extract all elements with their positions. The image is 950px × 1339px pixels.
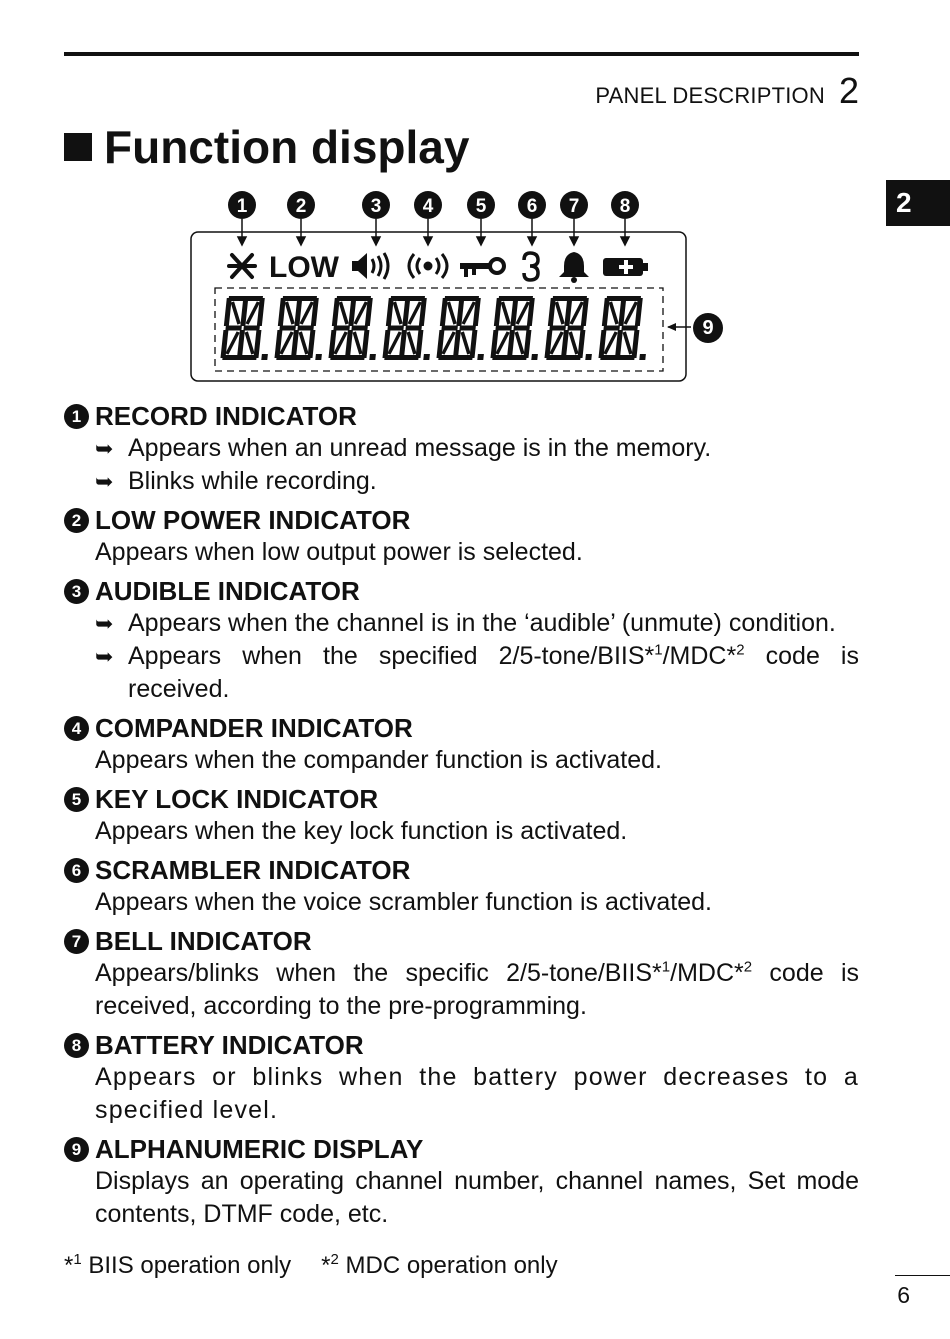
running-header [595,70,859,112]
item-number: 8 [64,1033,89,1058]
bell-icon [559,252,589,283]
segment-digit [328,296,382,360]
svg-text:4: 4 [422,196,434,217]
callout-6 [518,191,546,219]
item-number: 1 [64,404,89,429]
list-item [64,1133,859,1231]
item-title: ALPHANUMERIC DISPLAY [95,1133,424,1164]
svg-text:6: 6 [526,196,538,217]
item-title: LOW POWER INDICATOR [95,504,411,535]
top-rule [64,52,859,56]
item-text: Appears when the compander function is activated. [95,746,663,774]
list-item [64,504,859,569]
list-item [64,712,859,777]
item-bullet: Appears when an unread message is in the memory. [128,434,712,462]
arrow-bullet-icon: ➥ [95,644,114,669]
item-text: Displays an operating channel number, channel names, Set mode contents, DTMF code, etc. [95,1167,859,1228]
item-text: Appears when the key lock function is activated. [95,817,628,845]
lcd-diagram [185,185,695,395]
item-title: AUDIBLE INDICATOR [95,575,360,606]
item-number: 5 [64,787,89,812]
item-bullet: Appears when the specified 2/5-tone/BIIS*$^1$/MDC*$^2$ code is received. [128,641,859,703]
callout-1 [228,191,256,219]
list-item [64,400,859,498]
item-bullet: Blinks while recording. [128,467,377,495]
record-icon [229,255,255,277]
item-text: Appears when low output power is selected. [95,538,583,566]
speaker-icon [352,253,388,279]
arrow-bullet-icon: ➥ [95,611,114,636]
segment-digit [490,296,544,360]
callout-4 [414,191,442,219]
item-bullet: Appears when the channel is in the ‘audible’ (unmute) condition. [128,609,836,637]
page-title-text: Function display [104,121,470,173]
list-item [64,575,859,706]
list-item [64,783,859,848]
segment-digits [220,296,652,360]
low-power-label: LOW [269,251,339,284]
compander-icon [409,254,447,278]
indicator-list [64,400,859,1231]
segment-digit [598,296,652,360]
item-title: SCRAMBLER INDICATOR [95,854,411,885]
chapter-tab: 2 [886,180,950,226]
segment-digit [274,296,328,360]
callout-3 [362,191,390,219]
arrow-bullet-icon: ➥ [95,436,114,461]
key-icon [460,259,504,277]
list-item [64,925,859,1023]
segment-digit [382,296,436,360]
item-number: 3 [64,579,89,604]
item-title: KEY LOCK INDICATOR [95,783,379,814]
footnote-1: *$^1$ BIIS operation only [64,1251,292,1279]
segment-digit [220,296,274,360]
svg-text:3: 3 [370,196,382,217]
item-title: BELL INDICATOR [95,925,312,956]
callout-9-badge: 9 [693,313,723,343]
item-number: 2 [64,508,89,533]
svg-text:5: 5 [475,196,487,217]
callout-2 [287,191,315,219]
segment-digit [436,296,490,360]
item-number: 4 [64,716,89,741]
page-number-rule [895,1275,950,1276]
svg-text:2: 2 [295,196,307,217]
callout-8 [611,191,639,219]
callout-5 [467,191,495,219]
item-number: 6 [64,858,89,883]
svg-text:7: 7 [568,196,580,217]
scrambler-icon [524,253,538,280]
callout-7 [560,191,588,219]
page-number: 6 [897,1282,910,1308]
chapter-number: 2 [838,70,859,111]
list-item [64,1029,859,1127]
battery-icon [603,258,648,276]
segment-digit [544,296,598,360]
item-text: Appears when the voice scrambler function is activated. [95,888,712,916]
item-number: 7 [64,929,89,954]
svg-text:8: 8 [619,196,631,217]
page-title [64,120,469,174]
item-number: 9 [64,1137,89,1162]
list-item [64,854,859,919]
item-title: COMPANDER INDICATOR [95,712,413,743]
item-title: RECORD INDICATOR [95,400,357,431]
item-title: BATTERY INDICATOR [95,1029,364,1060]
section-label: PANEL DESCRIPTION [595,83,825,108]
item-text: Appears/blinks when the specific 2/5-tone/BIIS*$^1$/MDC*$^2$ code is received, according to the pre-programming. [95,958,859,1020]
arrow-bullet-icon: ➥ [95,469,114,494]
function-display-figure [185,185,695,395]
svg-text:1: 1 [236,196,248,217]
item-text: Appears or blinks when the battery power decreases to a specified level. [95,1063,859,1124]
square-bullet-icon [64,133,92,161]
footnotes [64,1252,558,1280]
footnote-2: *$^2$ MDC operation only [321,1251,558,1279]
